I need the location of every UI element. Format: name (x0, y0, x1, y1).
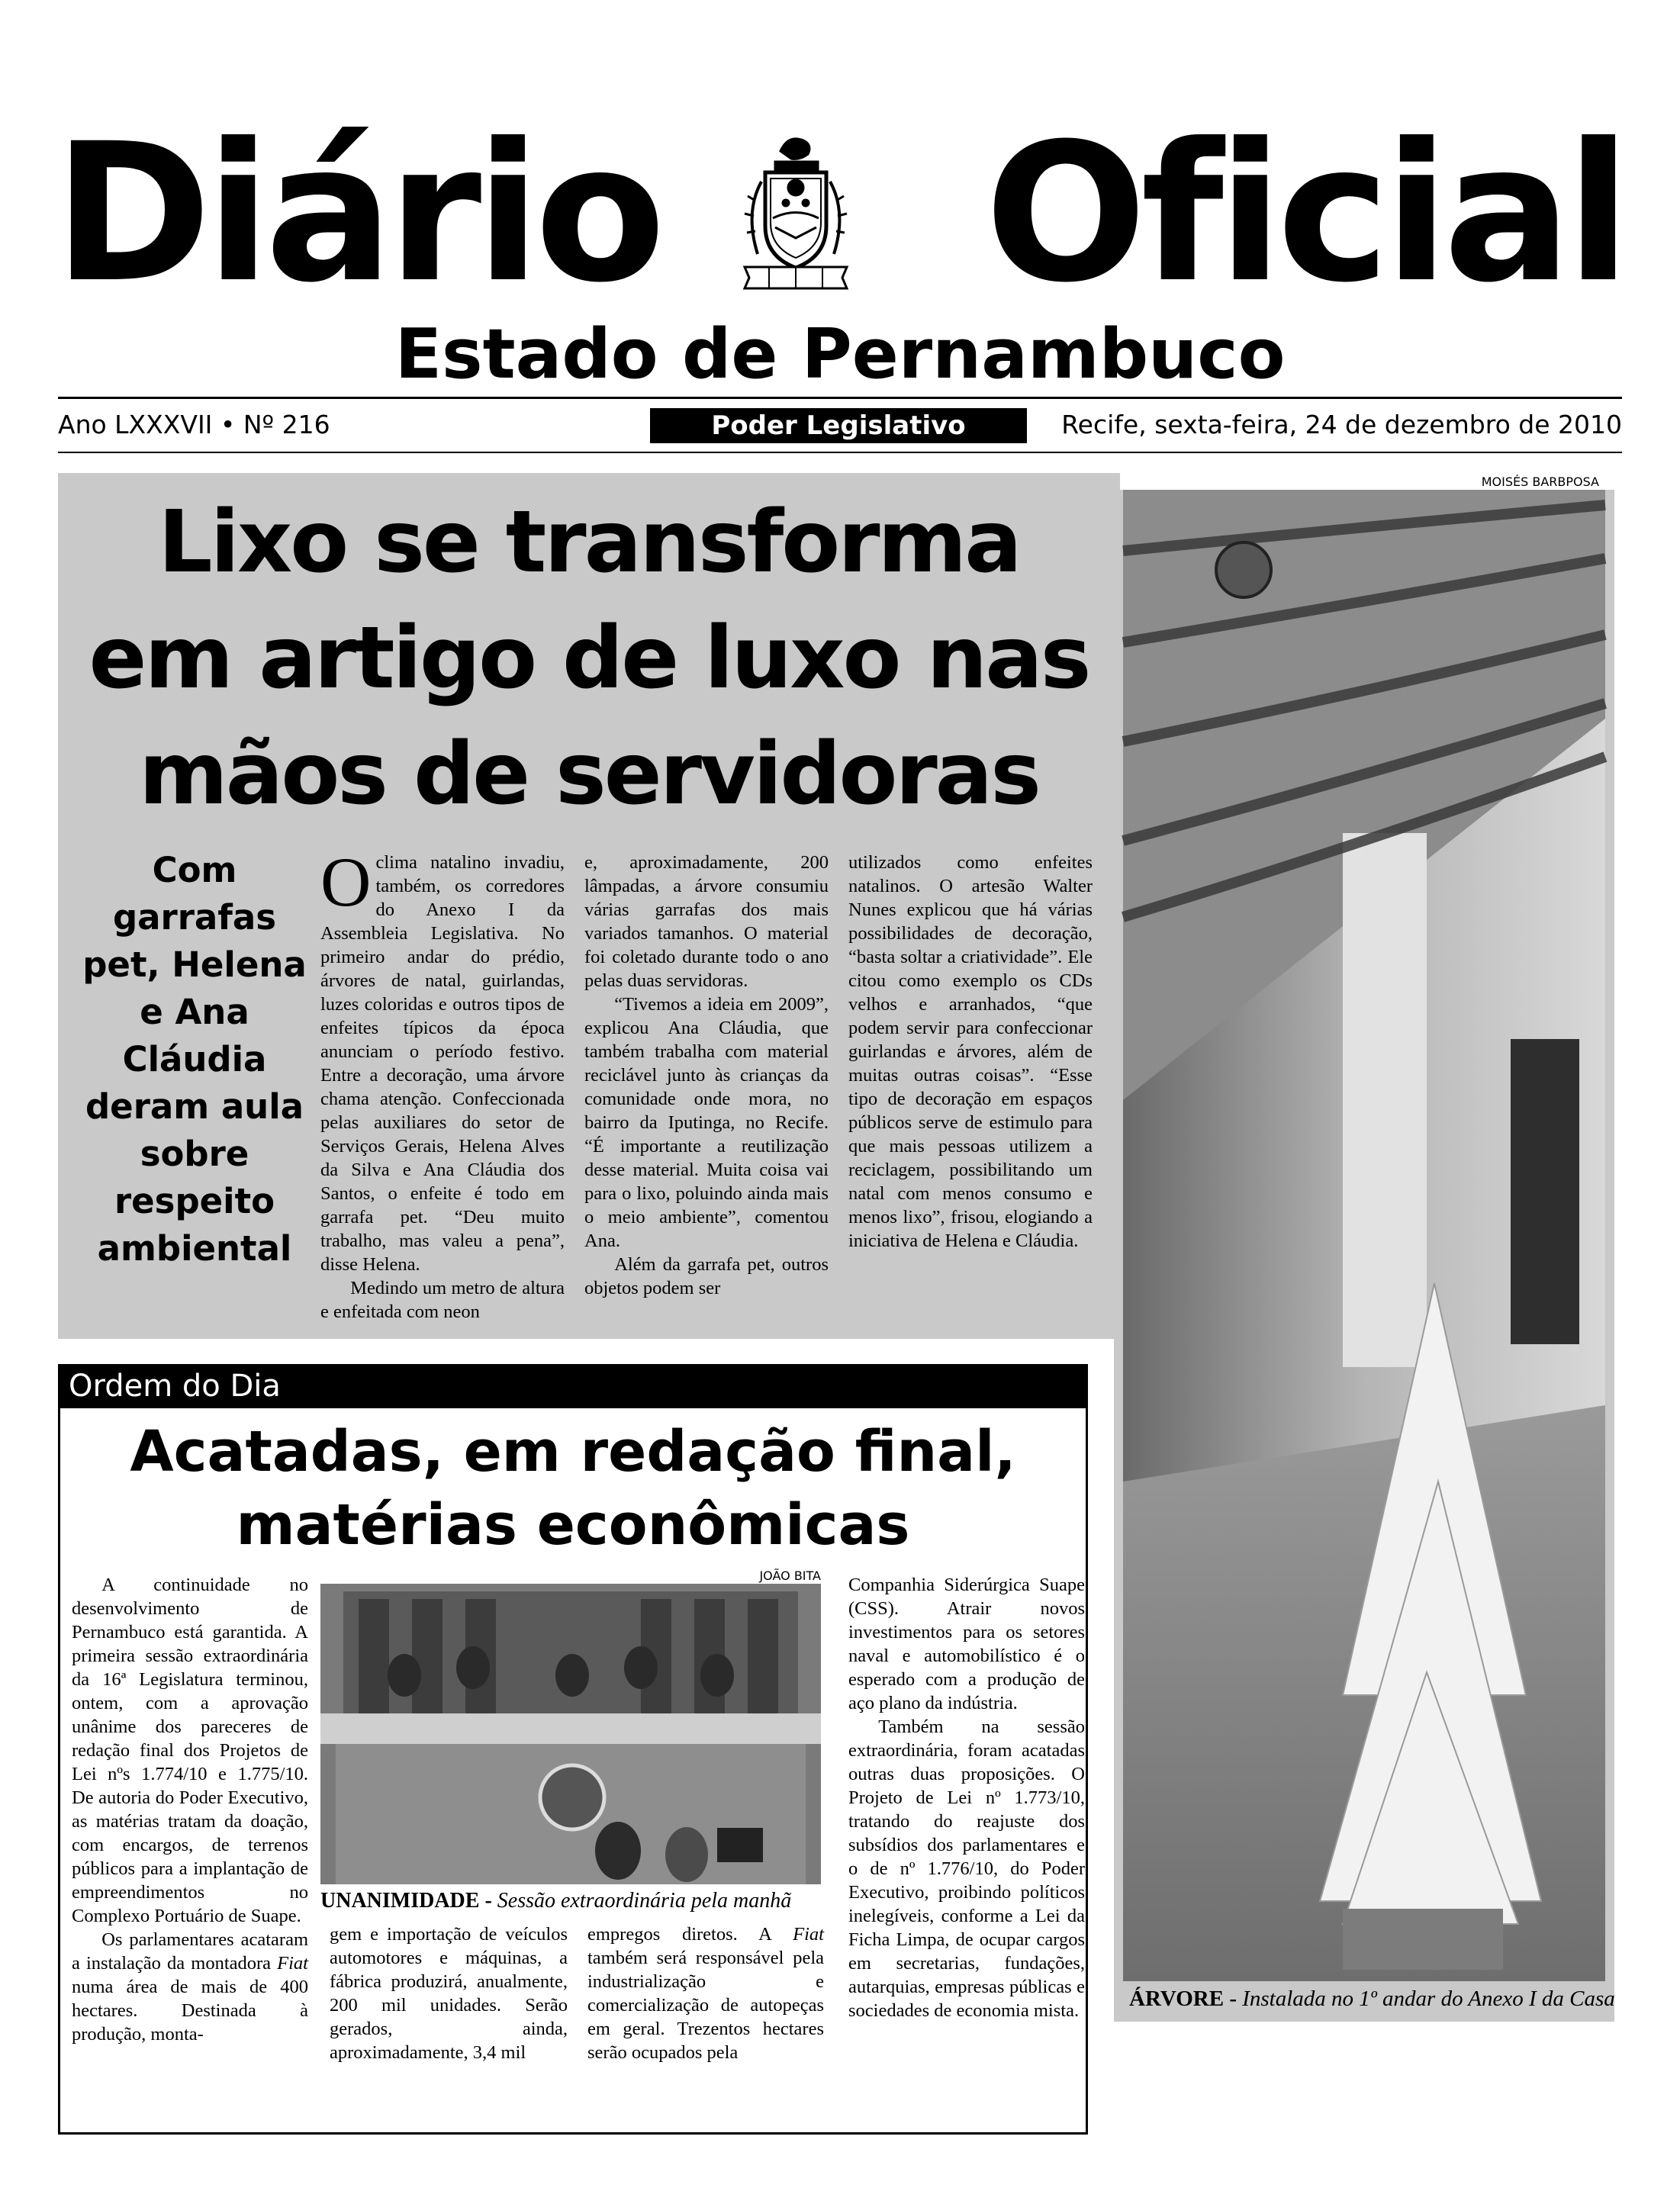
session-photo-credit: JOÃO BITA (759, 1568, 821, 1583)
headline-line: Acatadas, em redação final, (130, 1419, 1016, 1485)
tree-photo-credit: MOISÉS BARBPOSA (1481, 475, 1599, 489)
masthead-rule-top (58, 397, 1622, 399)
drop-cap: O (320, 843, 372, 921)
article-paragraph: Os parlamentares acataram a instalação da montadora Fiat numa área de mais de 400 hectares. Destinada à produção, monta- (72, 1929, 308, 2045)
article-paragraph: A continuidade no desenvolvimento de Pernambuco está garantida. A primeira sessão extraordinária da 16ª Legislatura terminou, ontem, com a aprovação unânime dos pareceres de redação final dos Projetos de Lei nºs 1.774/10 e 1.775/10. De autoria do Poder Executivo, as matérias tratam da doação, com encargos, de terrenos públicos para a implantação de empreendimentos no Complexo Portuário de Suape. (72, 1575, 308, 1926)
branch-badge: Poder Legislativo (650, 408, 1027, 443)
masthead-title-right: Oficial (984, 102, 1625, 324)
headline-line: matérias econômicas (236, 1492, 910, 1558)
article-paragraph: e, aproximadamente, 200 lâmpadas, a árvore consumiu várias garrafas dos mais variados tamanhos. O material foi coletado durante todo o ano pelas duas servidoras. (584, 852, 829, 991)
session-photo-image (320, 1584, 821, 1884)
lead-headline-line: Lixo se transforma (158, 493, 1020, 592)
article-paragraph: empregos diretos. A Fiat também será responsável pela industrialização e comercialização de autopeças em geral. Trezentos hectares serão ocupados pela (587, 1924, 824, 2063)
christmas-tree-photo (1114, 490, 1614, 2022)
lead-column-3 (848, 851, 1093, 1253)
lead-deck: Com garrafas pet, Helena e Ana Cláudia deram aula sobre respeito ambiental (82, 850, 307, 1269)
section-header: Ordem do Dia (58, 1364, 1088, 1408)
ordem-column-1 (72, 1573, 308, 2046)
article-paragraph: Oclima natalino invadiu, também, os corredores do Anexo I da Assembleia Legislativa. No primeiro andar do prédio, árvores de natal, guirlandas, luzes coloridas e outros tipos de enfeites típicos da época anunciam o período festivo. Entre a decoração, uma árvore chama atenção. Confeccionada pelas auxiliares do setor de Serviços Gerais, Helena Alves da Silva e Ana Cláudia dos Santos, o enfeite é todo em garrafa pet. “Deu muito trabalho, mas valeu a pena”, disse Helena. (320, 843, 565, 1275)
lead-headline (58, 484, 1120, 832)
article-paragraph: “Tivemos a ideia em 2009”, explicou Ana Cláudia, que também trabalha com material reciclável junto às crianças da comunidade onde mora, no bairro da Iputinga, no Recife. “É importante a reutilização desse material. Muita coisa vai para o lixo, poluindo ainda mais o meio ambiente”, comentou Ana. (584, 994, 829, 1251)
caption-label: ÁRVORE - (1129, 1987, 1237, 2011)
article-paragraph: Medindo um metro de altura e enfeitada com neon (320, 1278, 565, 1322)
caption-label: UNANIMIDADE - (320, 1889, 492, 1913)
article-paragraph: gem e importação de veículos automotores e máquinas, a fábrica produzirá, anualmente, 200 mil unidades. Serão gerados, ainda, aproximadamente, 3,4 mil (330, 1924, 568, 2063)
masthead-subtitle: Estado de Pernambuco (394, 314, 1286, 394)
lead-headline-line: em artigo de luxo nas (89, 609, 1089, 708)
caption-text: Instalada no 1º andar do Anexo I da Casa (1242, 1987, 1615, 2011)
masthead-rule-bottom (58, 452, 1622, 453)
session-photo (320, 1584, 821, 1884)
tree-photo-caption (1129, 1983, 1617, 2014)
ordem-column-4 (848, 1573, 1085, 2022)
issue-number: Ano LXXXVII • Nº 216 (58, 410, 330, 439)
ordem-column-3 (587, 1922, 824, 2064)
lead-headline-line: mãos de servidoras (139, 725, 1039, 824)
lead-column-2 (584, 851, 829, 1300)
coat-of-arms-icon (739, 128, 853, 299)
lead-column-1 (320, 843, 565, 1324)
article-paragraph: Companhia Siderúrgica Suape (CSS). Atrair novos investimentos para os setores naval e automobilístico é o esperado com a produção de aço plano da indústria. (848, 1575, 1085, 1713)
caption-text: Sessão extraordinária pela manhã (497, 1889, 792, 1913)
article-paragraph: Além da garrafa pet, outros objetos podem ser (584, 1254, 829, 1298)
masthead-title-left: Diário (53, 102, 660, 324)
dateline: Recife, sexta-feira, 24 de dezembro de 2010 (1061, 410, 1622, 439)
ordem-do-dia-headline (58, 1415, 1088, 1562)
christmas-tree-photo-image (1114, 490, 1614, 2022)
session-photo-caption (320, 1887, 839, 1915)
article-paragraph: utilizados como enfeites natalinos. O artesão Walter Nunes explicou que há várias possibilidades de decoração, “basta soltar a criatividade”. Ele citou como exemplo os CDs velhos e arranhados, “que podem servir para confeccionar guirlandas e árvores, além de muitas outras coisas”. “Esse tipo de decoração em espaços públicos serve de estimulo para que mais pessoas utilizem a reciclagem, possibilitando um natal com menos consumo e menos lixo”, frisou, elogiando a iniciativa de Helena e Cláudia. (848, 852, 1093, 1251)
article-paragraph: Também na sessão extraordinária, foram acatadas outras duas proposições. O Projeto de Lei nº 1.773/10, tratando do reajuste dos subsídios dos parlamentares e o de nº 1.776/10, do Poder Executivo, proibindo políticos inelegíveis, conforme a Lei da Ficha Limpa, de ocupar cargos em secretarias, fundações, autarquias, empresas públicas e sociedades de economia mista. (848, 1716, 1085, 2021)
ordem-column-2 (330, 1922, 568, 2064)
